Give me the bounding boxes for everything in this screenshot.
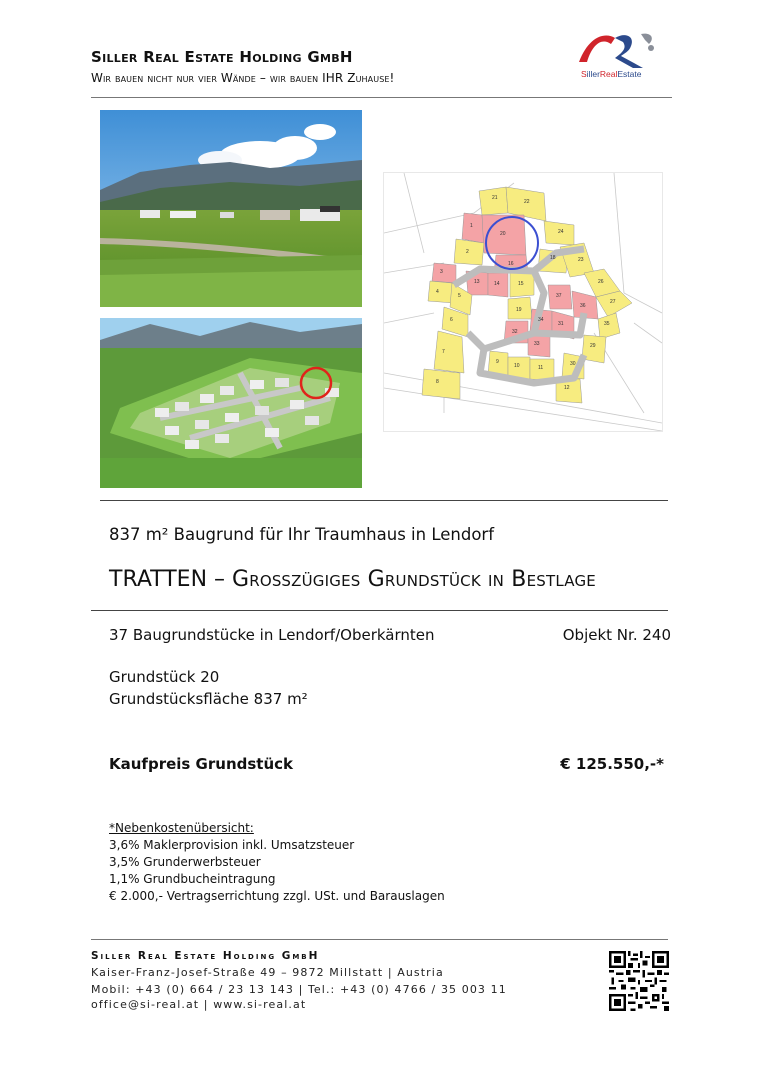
- svg-text:23: 23: [578, 257, 584, 263]
- svg-text:29: 29: [590, 343, 596, 349]
- svg-text:35: 35: [604, 321, 610, 327]
- logo-wordmark: SillerRealEstate: [581, 69, 642, 79]
- headline-divider: [91, 610, 668, 611]
- svg-text:21: 21: [492, 195, 498, 201]
- plot-number: Grundstück 20: [109, 668, 220, 686]
- cost-item: 3,6% Maklerprovision inkl. Umsatzsteuer: [109, 838, 355, 852]
- footer-address: Kaiser-Franz-Josef-Straße 49 – 9872 Millstatt | Austria: [91, 966, 444, 979]
- price-label: Kaufpreis Grundstück: [109, 755, 293, 773]
- svg-text:9: 9: [496, 359, 499, 365]
- footer-contact: office@si-real.at | www.si-real.at: [91, 998, 307, 1011]
- cost-item: 3,5% Grunderwerbsteuer: [109, 855, 261, 869]
- svg-text:2: 2: [466, 249, 469, 255]
- svg-text:31: 31: [558, 321, 564, 327]
- svg-text:24: 24: [558, 229, 564, 235]
- svg-text:30: 30: [570, 361, 576, 367]
- company-slogan: Wir bauen nicht nur vier Wände – wir bauen IHR Zuhause!: [91, 71, 395, 85]
- site-plan-map: [383, 172, 663, 432]
- cost-item: € 2.000,- Vertragserrichtung zzgl. USt. und Barauslagen: [109, 889, 445, 903]
- listing-subtitle: 837 m² Baugrund für Ihr Traumhaus in Lendorf: [109, 525, 495, 544]
- svg-text:12: 12: [564, 385, 570, 391]
- header-divider: [91, 97, 672, 98]
- footer-phones: Mobil: +43 (0) 664 / 23 13 143 | Tel.: +43 (0) 4766 / 35 003 11: [91, 983, 507, 996]
- additional-costs-title: *Nebenkostenübersicht:: [109, 821, 254, 835]
- svg-text:32: 32: [512, 329, 518, 335]
- footer-company: Siller Real Estate Holding GmbH: [91, 950, 320, 962]
- aerial-rendering-photo: [100, 318, 362, 488]
- svg-text:8: 8: [436, 379, 439, 385]
- object-number: Objekt Nr. 240: [562, 626, 671, 644]
- section-divider: [100, 500, 668, 501]
- headline-place: TRATTEN: [109, 567, 208, 592]
- svg-text:16: 16: [508, 261, 514, 267]
- listing-headline: TRATTEN – Großzügiges Grundstück in Bestlage: [109, 567, 596, 592]
- svg-text:5: 5: [458, 293, 461, 299]
- company-name: Siller Real Estate Holding GmbH: [91, 48, 353, 66]
- svg-text:11: 11: [538, 365, 544, 371]
- svg-text:18: 18: [550, 255, 556, 261]
- svg-text:6: 6: [450, 317, 453, 323]
- svg-text:3: 3: [440, 269, 443, 275]
- price-value: € 125.550,-*: [560, 755, 664, 773]
- svg-text:34: 34: [538, 317, 544, 323]
- svg-text:1: 1: [470, 223, 473, 229]
- svg-text:33: 33: [534, 341, 540, 347]
- svg-text:20: 20: [500, 231, 506, 237]
- cost-item: 1,1% Grundbucheintragung: [109, 872, 276, 886]
- svg-text:15: 15: [518, 281, 524, 287]
- landscape-photo: [100, 110, 362, 307]
- svg-text:14: 14: [494, 281, 500, 287]
- svg-text:27: 27: [610, 299, 616, 305]
- svg-text:22: 22: [524, 199, 530, 205]
- svg-text:26: 26: [598, 279, 604, 285]
- svg-text:19: 19: [516, 307, 522, 313]
- svg-text:7: 7: [442, 349, 445, 355]
- footer-divider: [91, 939, 668, 940]
- svg-text:37: 37: [556, 293, 562, 299]
- svg-text:13: 13: [474, 279, 480, 285]
- plot-area: Grundstücksfläche 837 m²: [109, 690, 308, 708]
- svg-text:4: 4: [436, 289, 439, 295]
- headline-tagline: Großzügiges Grundstück in Bestlage: [232, 567, 596, 592]
- company-logo: [571, 28, 677, 86]
- logo-swoosh-icon: [571, 28, 677, 70]
- svg-text:36: 36: [580, 303, 586, 309]
- qr-code-icon[interactable]: [609, 951, 669, 1011]
- lots-info: 37 Baugrundstücke in Lendorf/Oberkärnten: [109, 626, 435, 644]
- svg-text:10: 10: [514, 363, 520, 369]
